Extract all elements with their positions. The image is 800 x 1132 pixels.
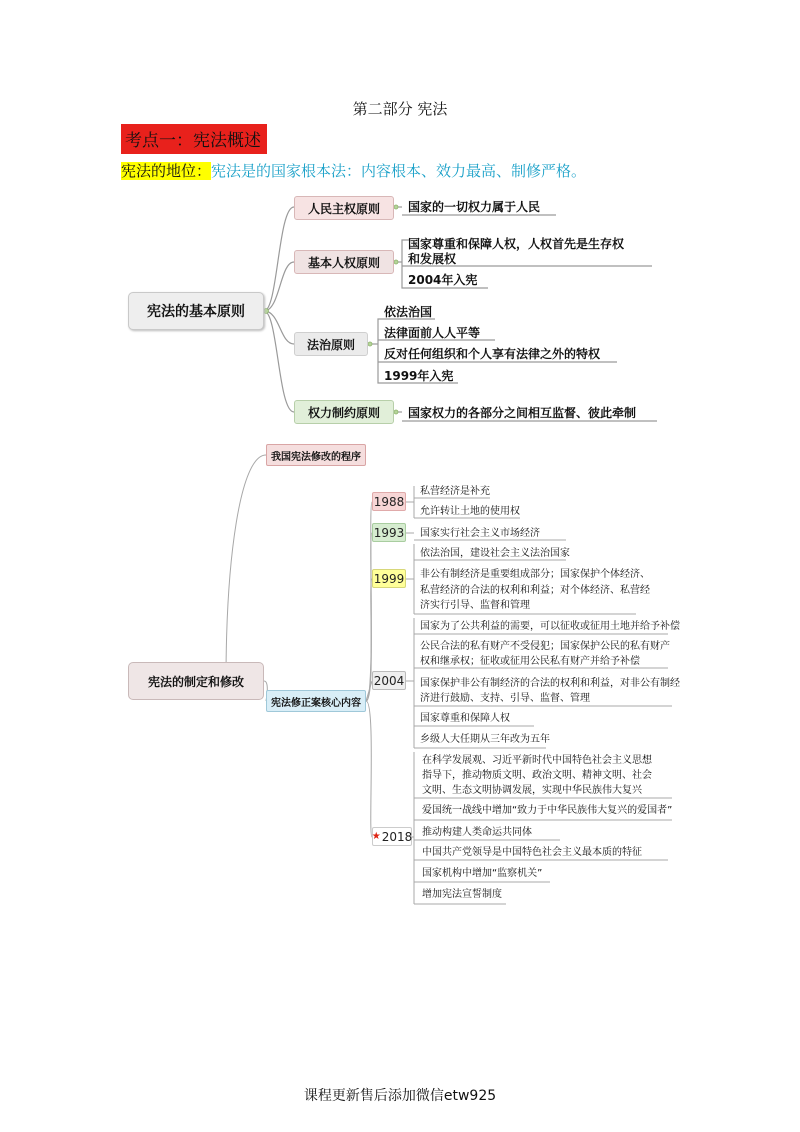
leaf-text: 和发展权 — [408, 252, 457, 266]
principles-root-node: 宪法的基本原则 — [128, 292, 264, 330]
star-icon: ★ — [371, 831, 381, 842]
leaf-text: 反对任何组织和个人享有法律之外的特权 — [384, 347, 601, 361]
status-label: 宪法的地位： — [121, 162, 212, 180]
amendment-item: 推动构建人类命运共同体 — [422, 827, 532, 838]
leaf-text: 国家尊重和保障人权，人权首先是生存权 — [408, 237, 625, 251]
status-text: 宪法是的国家根本法：内容根本、效力最高、制修严格。 — [211, 162, 587, 180]
footer-note: 课程更新售后添加微信etw925 — [303, 1088, 497, 1104]
amendment-item: 国家实行社会主义市场经济 — [420, 528, 540, 539]
amendment-item: 公民合法的私有财产不受侵犯；国家保护公民的私有财产 — [420, 641, 670, 652]
amendment-item: 国家为了公共利益的需要，可以征收或征用土地并给予补偿 — [420, 621, 680, 632]
amendment-item: 允许转让土地的使用权 — [420, 506, 520, 517]
amendment-item: 指导下，推动物质文明、政治文明、精神文明、社会 — [422, 770, 652, 781]
amendment-item: 国家尊重和保障人权 — [420, 713, 510, 724]
year-1993: 1993 — [372, 523, 406, 542]
year-1988: 1988 — [372, 492, 406, 511]
amendment-item: 文明、生态文明协调发展，实现中华民族伟大复兴 — [422, 785, 642, 796]
procedure-node: 我国宪法修改的程序 — [266, 444, 366, 466]
amendment-item: 增加宪法宣誓制度 — [422, 889, 502, 900]
principle-rule-of-law: 法治原则 — [294, 332, 368, 356]
amendment-item: 济进行鼓励、支持、引导、监督、管理 — [420, 693, 590, 704]
amendment-item: 国家保护非公有制经济的合法的权利和利益，对非公有制经 — [420, 678, 680, 689]
page-title: 第二部分 宪法 — [352, 100, 448, 118]
amendment-item: 私营经济是补充 — [420, 486, 490, 497]
amendment-item: 权和继承权；征收或征用公民私有财产并给予补偿 — [420, 656, 640, 667]
leaf-text: 依法治国 — [384, 305, 433, 319]
leaf-text: 国家权力的各部分之间相互监督、彼此牵制 — [408, 406, 637, 420]
amendments-root-node: 宪法的制定和修改 — [128, 662, 264, 700]
amendment-item: 中国共产党领导是中国特色社会主义最本质的特征 — [422, 847, 642, 858]
year-2004: 2004 — [372, 671, 406, 690]
core-content-node: 宪法修正案核心内容 — [266, 690, 366, 712]
amendment-item: 济实行引导、监督和管理 — [420, 600, 530, 611]
year-2018-label: 2018 — [381, 829, 413, 844]
amendment-item: 非公有制经济是重要组成部分；国家保护个体经济、 — [420, 569, 650, 580]
principle-popular-sovereignty: 人民主权原则 — [294, 196, 394, 220]
leaf-text: 1999年入宪 — [384, 369, 454, 383]
amendment-item: 爱国统一战线中增加“致力于中华民族伟大复兴的爱国者” — [422, 805, 673, 816]
leaf-text: 国家的一切权力属于人民 — [408, 200, 541, 214]
leaf-text: 2004年入宪 — [408, 273, 478, 287]
amendment-item: 依法治国，建设社会主义法治国家 — [420, 548, 570, 559]
amendment-item: 在科学发展观、习近平新时代中国特色社会主义思想 — [422, 755, 652, 766]
year-1999: 1999 — [372, 569, 406, 588]
year-2018 — [372, 827, 412, 846]
amendment-item: 国家机构中增加“监察机关” — [422, 868, 543, 879]
principle-checks-balances: 权力制约原则 — [294, 400, 394, 424]
amendment-item: 私营经济的合法的权利和利益；对个体经济、私营经 — [420, 585, 650, 596]
section-heading: 考点一：宪法概述 — [121, 124, 267, 154]
leaf-text: 法律面前人人平等 — [384, 326, 481, 340]
amendment-item: 乡级人大任期从三年改为五年 — [420, 734, 550, 745]
principle-human-rights: 基本人权原则 — [294, 250, 394, 274]
